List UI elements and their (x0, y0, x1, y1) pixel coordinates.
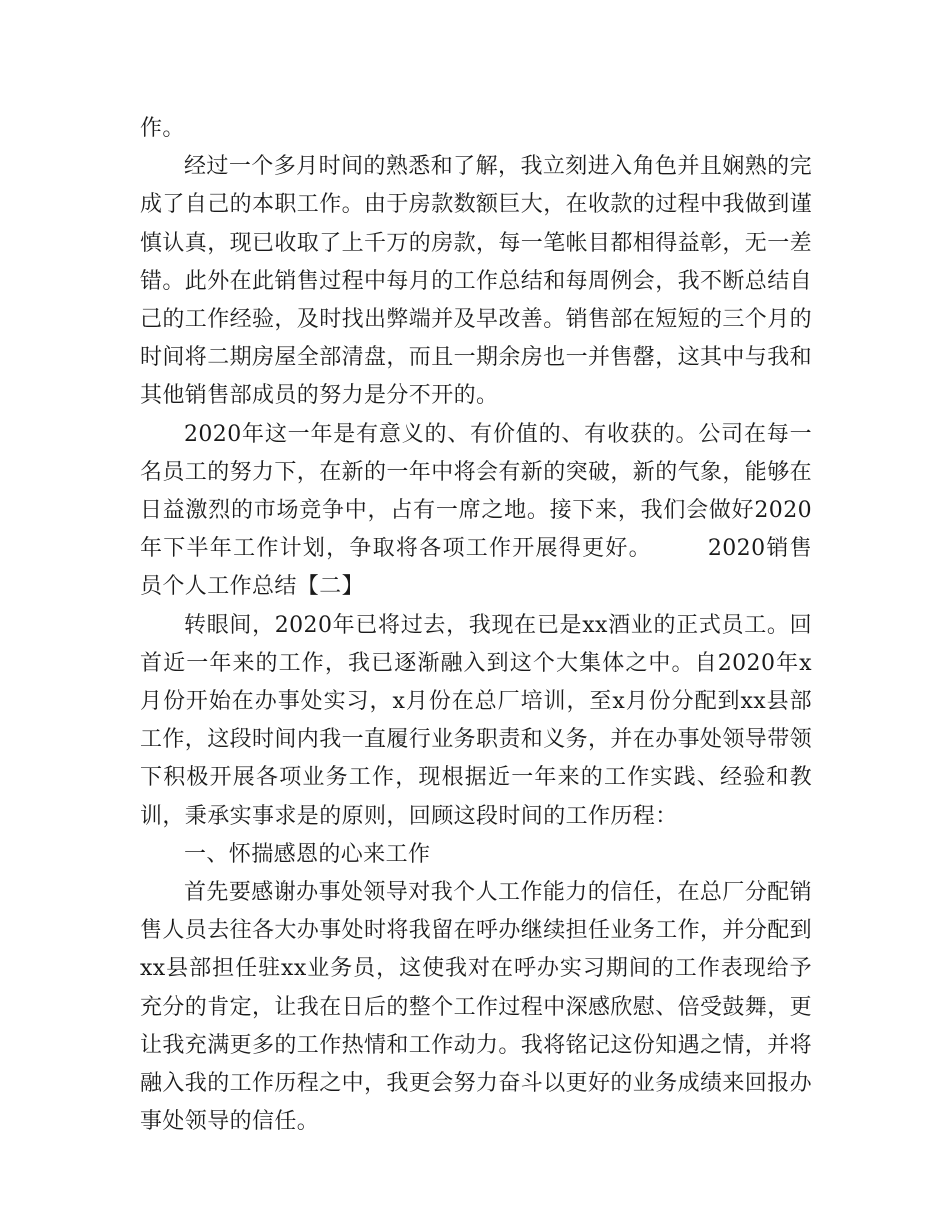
document-body (140, 110, 812, 1141)
section-heading-two: 2020销售员个人工作总结【二】 (140, 536, 812, 600)
paragraph-year-summary-text: 2020年这一年是有意义的、有价值的、有收获的。公司在每一名员工的努力下，在新的一年中将会有新的突破，新的气象，能够在日益激烈的市场竞争中，占有一席之地。接下来，我们会做好2020年下半年工作计划，争取将各项工作开展得更好。 (140, 421, 813, 562)
paragraph-thanks: 首先要感谢办事处领导对我个人工作能力的信任，在总厂分配销售人员去往各大办事处时将我留在呼办继续担任业务工作，并分配到xx县部担任驻xx业务员，这使我对在呼办实习期间的工作表现给予充分的肯定，让我在日后的整个工作过程中深感欣慰、倍受鼓舞，更让我充满更多的工作热情和工作动力。我将铭记这份知遇之情，并将融入我的工作历程之中，我更会努力奋斗以更好的业务成绩来回报办事处领导的信任。 (140, 880, 813, 1135)
paragraph-continuation: 作。 (140, 116, 185, 141)
subheading-gratitude: 一、怀揣感恩的心来工作 (184, 841, 431, 867)
paragraph-work-familiarization: 经过一个多月时间的熟悉和了解，我立刻进入角色并且娴熟的完成了自己的本职工作。由于房款数额巨大，在收款的过程中我做到谨慎认真，现已收取了上千万的房款，每一笔帐目都相得益彰，无一差错。此外在此销售过程中每月的工作总结和每周例会，我不断总结自己的工作经验，及时找出弊端并及早改善。销售部在短短的三个月的时间将二期房屋全部清盘，而且一期余房也一并售罄，这其中与我和其他销售部成员的努力是分不开的。 (140, 154, 813, 409)
paragraph-year-summary (140, 416, 812, 607)
paragraph-review: 转眼间，2020年已将过去，我现在已是xx酒业的正式员工。回首近一年来的工作，我已逐渐融入到这个大集体之中。自2020年x月份开始在办事处实习，x月份在总厂培训，至x月份分配到xx县部工作，这段时间内我一直履行业务职责和义务，并在办事处领导带领下积极开展各项业务工作，现根据近一年来的工作实践、经验和教训，秉承实事求是的原则，回顾这段时间的工作历程： (140, 612, 813, 829)
